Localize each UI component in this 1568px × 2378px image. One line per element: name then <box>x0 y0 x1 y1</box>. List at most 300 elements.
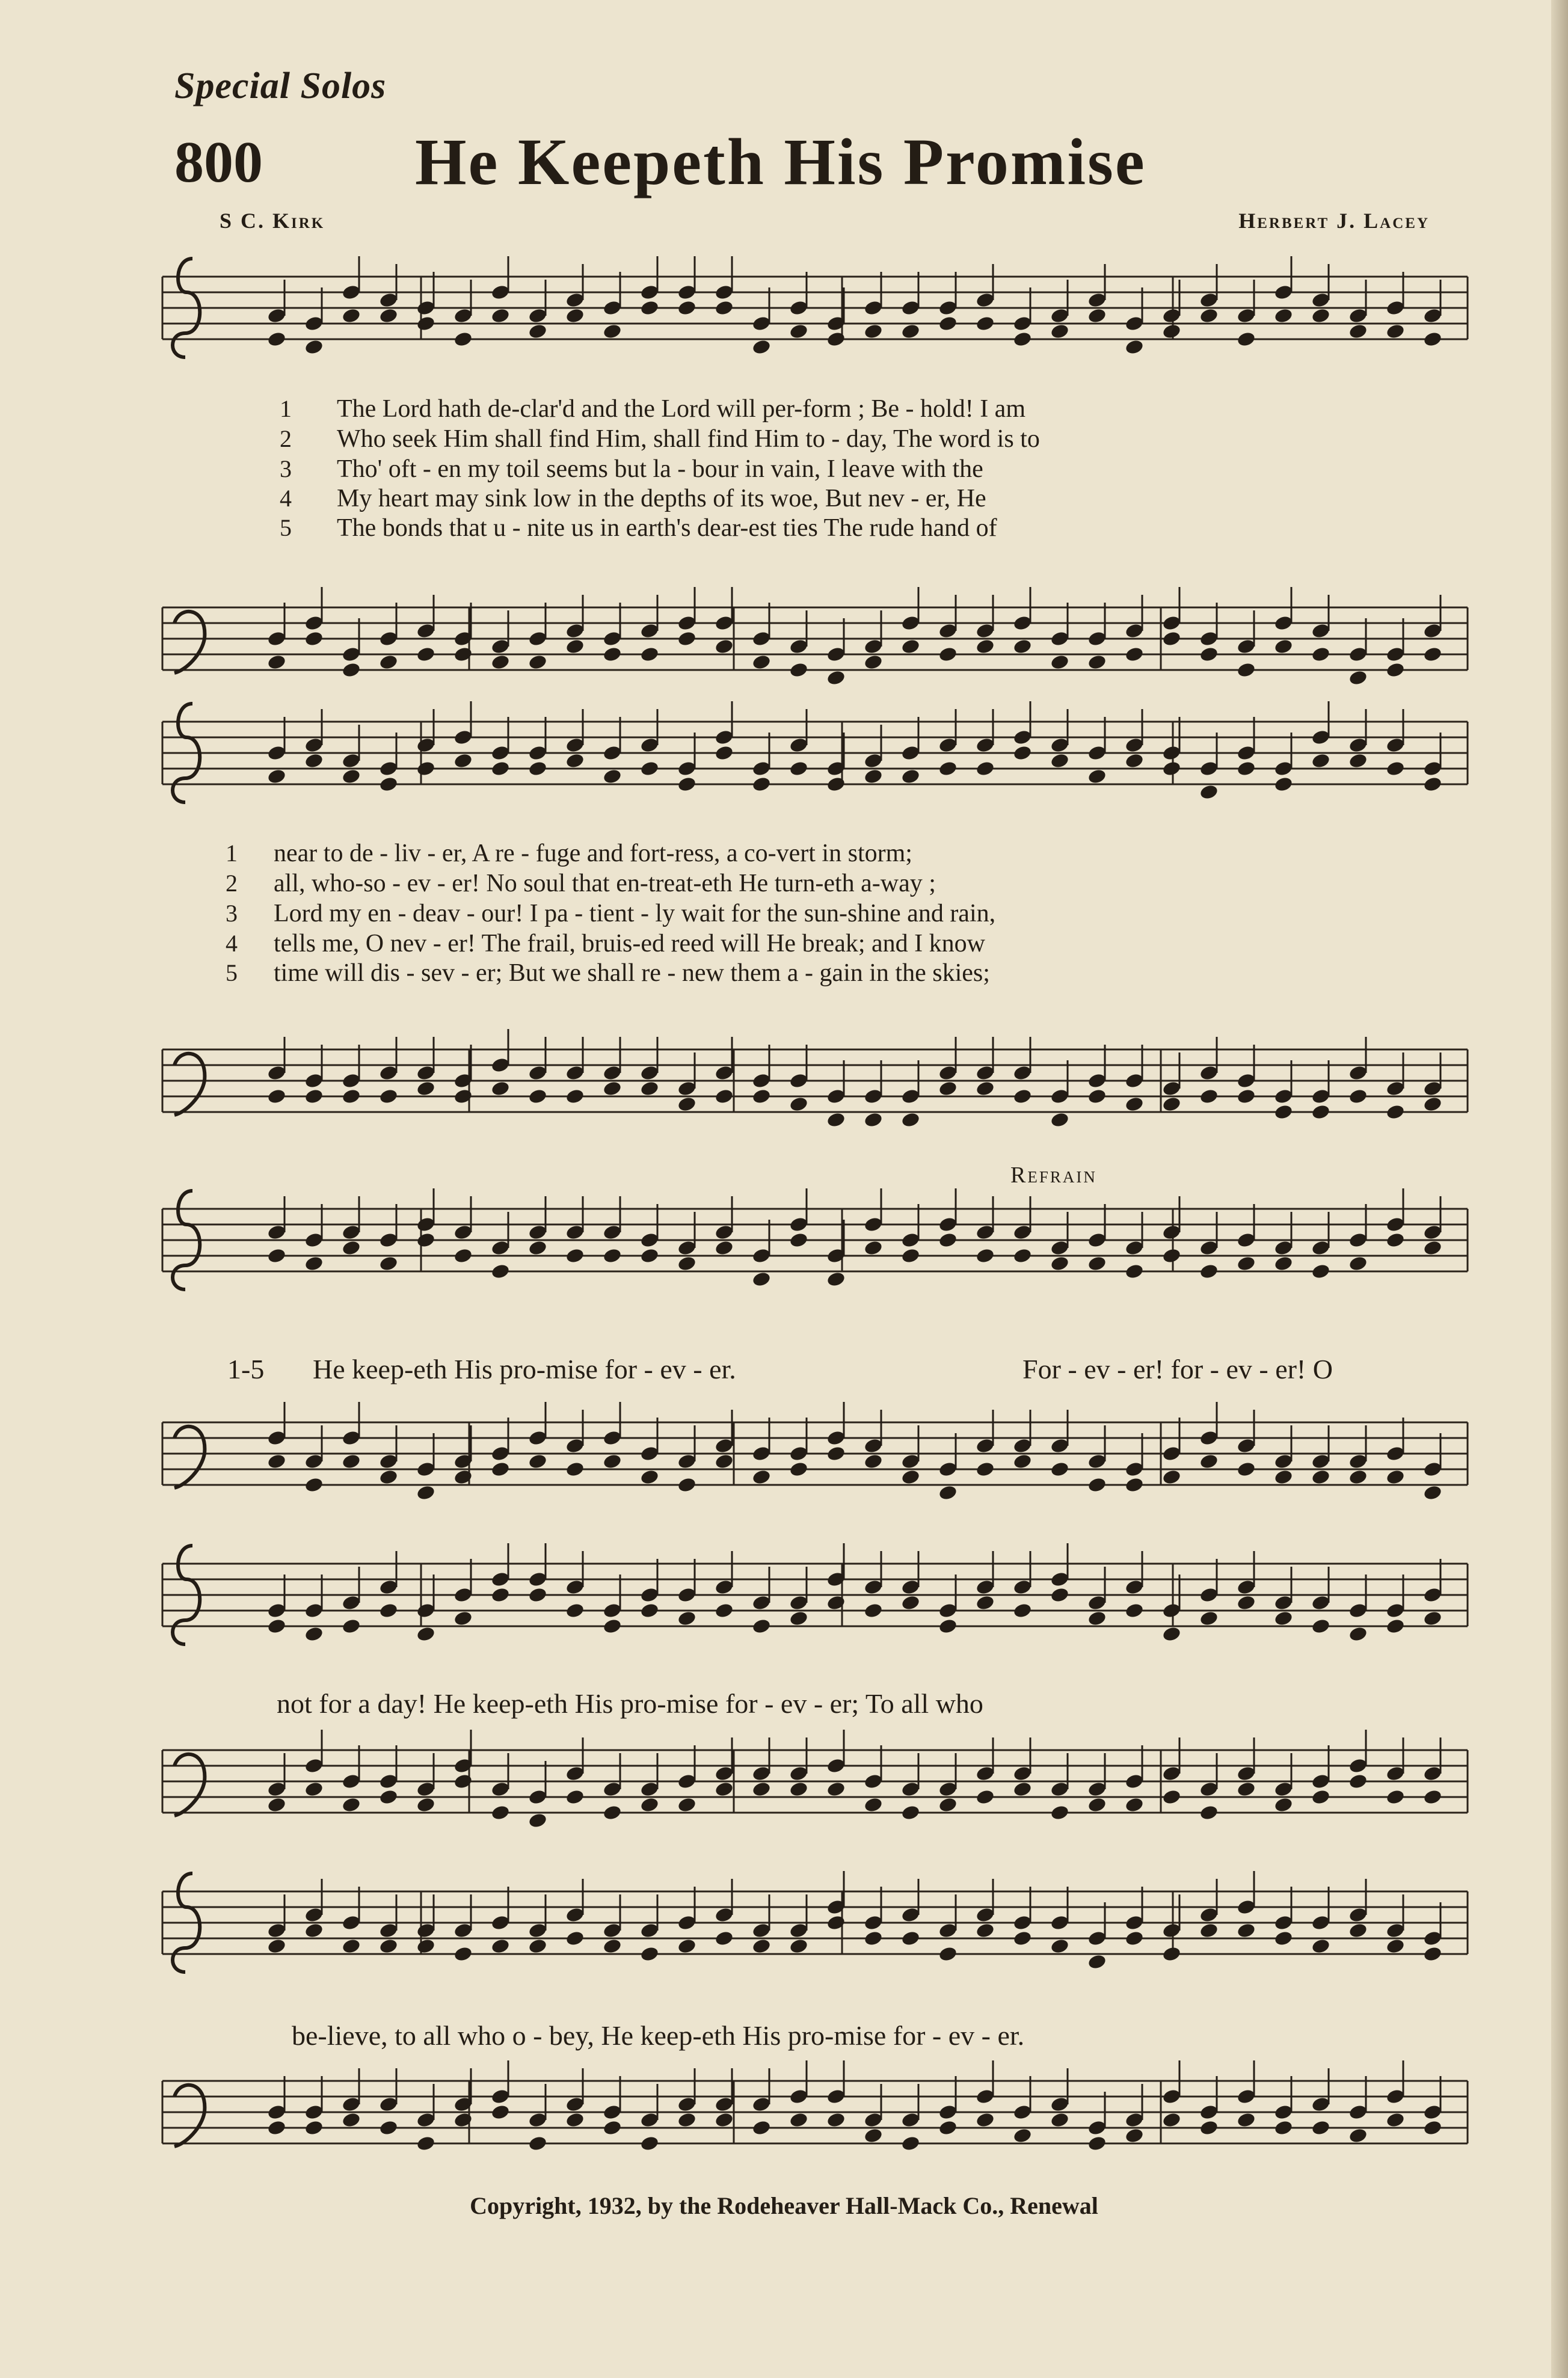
note-head <box>1012 638 1032 655</box>
note-head <box>1199 1088 1219 1105</box>
bass-clef-icon <box>174 1754 204 1816</box>
note-head <box>1199 2119 1219 2136</box>
note-head <box>490 1461 510 1478</box>
note-head <box>416 315 435 332</box>
bass-clef-icon <box>174 1427 204 1488</box>
note-head <box>1273 1104 1293 1120</box>
note-head <box>975 1080 995 1097</box>
note-head <box>639 1946 659 1962</box>
note-head <box>975 1461 995 1478</box>
note-head <box>1311 2119 1330 2136</box>
note-head <box>602 768 622 785</box>
note-head <box>1236 2112 1256 2128</box>
note-head <box>975 2112 995 2128</box>
note-head <box>527 1453 547 1470</box>
note-head <box>789 2112 808 2128</box>
note-head <box>677 1610 696 1627</box>
copyright-notice: Copyright, 1932, by the Rodeheaver Hall-Mack Co., Renewal <box>470 2192 1098 2219</box>
note-head <box>378 1255 398 1272</box>
note-head <box>1124 1796 1144 1813</box>
note-head <box>1311 1104 1330 1120</box>
note-head <box>751 1938 771 1955</box>
note-head <box>863 768 883 785</box>
note-head <box>1385 1232 1405 1249</box>
note-head <box>714 638 734 655</box>
note-head <box>1012 1088 1032 1105</box>
note-head <box>826 1914 846 1931</box>
verse-lyric: Lord my en - deav - our! I pa - tient - ly wait for the sun-shine and rain, <box>274 900 996 927</box>
note-head <box>1236 1922 1256 1939</box>
note-head <box>639 1469 659 1485</box>
note-head <box>1348 1773 1368 1790</box>
note-head <box>714 1240 734 1256</box>
note-head <box>751 776 771 793</box>
note-head <box>826 1111 846 1128</box>
note-head <box>1385 662 1405 678</box>
note-head <box>677 1476 696 1493</box>
note-head <box>527 1088 547 1105</box>
note-head <box>266 1938 286 1955</box>
note-head <box>341 1453 361 1470</box>
note-head <box>789 1938 808 1955</box>
note-head <box>1012 1781 1032 1798</box>
note-head <box>453 1610 473 1627</box>
note-head <box>1087 1476 1107 1493</box>
note-head <box>416 1232 435 1249</box>
note-head <box>789 323 808 340</box>
note-head <box>1348 323 1368 340</box>
note-head <box>1385 760 1405 777</box>
note-head <box>527 654 547 671</box>
refrain-label: Refrain <box>1010 1163 1097 1188</box>
note-head <box>1012 1453 1032 1470</box>
note-head <box>1124 339 1144 355</box>
note-head <box>1422 1484 1442 1501</box>
note-head <box>789 1781 808 1798</box>
note-head <box>900 768 920 785</box>
note-head <box>416 1938 435 1955</box>
note-head <box>1236 1255 1256 1272</box>
note-head <box>565 752 585 769</box>
note-head <box>1087 1088 1107 1105</box>
note-head <box>938 1796 958 1813</box>
note-head <box>677 2112 696 2128</box>
note-head <box>975 1247 995 1264</box>
note-head <box>1385 1618 1405 1635</box>
note-head <box>1311 1263 1330 1280</box>
note-head <box>341 662 361 678</box>
note-head <box>1273 2119 1293 2136</box>
note-head <box>1236 760 1256 777</box>
note-head <box>1422 1096 1442 1113</box>
note-head <box>453 331 473 348</box>
note-head <box>751 1618 771 1635</box>
note-head <box>602 2119 622 2136</box>
note-head <box>1273 1930 1293 1947</box>
note-head <box>565 1247 585 1264</box>
note-head <box>1050 1804 1069 1821</box>
note-head <box>602 1080 622 1097</box>
note-head <box>490 1938 510 1955</box>
note-head <box>677 1255 696 1272</box>
note-head <box>1236 1461 1256 1478</box>
note-head <box>714 1930 734 1947</box>
note-head <box>1348 2127 1368 2144</box>
note-head <box>1273 1610 1293 1627</box>
note-head <box>1311 1618 1330 1635</box>
verse-number: 2 <box>280 425 292 452</box>
refrain-lyric-line-1a: He keep-eth His pro-mise for - ev - er. <box>313 1354 736 1384</box>
note-head <box>751 1088 771 1105</box>
note-head <box>900 638 920 655</box>
note-head <box>416 1626 435 1642</box>
note-head <box>1385 2112 1405 2128</box>
note-head <box>1161 760 1181 777</box>
note-head <box>1311 646 1330 663</box>
note-head <box>341 768 361 785</box>
note-head <box>1124 1930 1144 1947</box>
refrain-lyric-line-2: not for a day! He keep-eth His pro-mise for - ev - er; To all who <box>277 1688 983 1719</box>
note-head <box>1236 1594 1256 1611</box>
note-head <box>1311 1789 1330 1805</box>
note-head <box>378 1789 398 1805</box>
note-head <box>863 2127 883 2144</box>
note-head <box>1422 646 1442 663</box>
note-head <box>789 662 808 678</box>
note-head <box>266 654 286 671</box>
note-head <box>266 1247 286 1264</box>
note-head <box>378 307 398 324</box>
verse-number: 5 <box>280 514 292 541</box>
note-head <box>341 1938 361 1955</box>
note-head <box>1236 1781 1256 1798</box>
note-head <box>527 760 547 777</box>
note-head <box>938 1618 958 1635</box>
note-head <box>938 1232 958 1249</box>
note-head <box>565 638 585 655</box>
note-head <box>677 1796 696 1813</box>
note-head <box>304 2119 324 2136</box>
note-head <box>1348 669 1368 686</box>
verse-lyric: The bonds that u - nite us in earth's dear-est ties The rude hand of <box>337 514 997 542</box>
refrain-lyric-line-3: be-lieve, to all who o - bey, He keep-eth His pro-mise for - ev - er. <box>292 2020 1025 2051</box>
note-head <box>565 2112 585 2128</box>
note-head <box>1050 1938 1069 1955</box>
note-head <box>1273 307 1293 324</box>
note-head <box>1422 776 1442 793</box>
note-head <box>677 300 696 316</box>
note-head <box>714 1781 734 1798</box>
note-head <box>975 315 995 332</box>
note-head <box>1422 1946 1442 1962</box>
note-head <box>677 776 696 793</box>
note-head <box>1050 1255 1069 1272</box>
note-head <box>453 1946 473 1962</box>
note-head <box>1087 307 1107 324</box>
note-head <box>677 1938 696 1955</box>
note-head <box>416 2135 435 2152</box>
note-head <box>490 760 510 777</box>
note-head <box>1012 331 1032 348</box>
note-head <box>266 1453 286 1470</box>
note-head <box>453 752 473 769</box>
note-head <box>1385 1789 1405 1805</box>
note-head <box>1161 2112 1181 2128</box>
note-head <box>677 630 696 647</box>
note-head <box>490 1804 510 1821</box>
verse-lyric: near to de - liv - er, A re - fuge and fort-ress, a co-vert in storm; <box>274 840 912 867</box>
note-head <box>751 1469 771 1485</box>
note-head <box>826 2112 846 2128</box>
note-head <box>1348 1088 1368 1105</box>
note-head <box>1348 1469 1368 1485</box>
note-head <box>565 1088 585 1105</box>
note-head <box>1422 1610 1442 1627</box>
note-head <box>416 1796 435 1813</box>
note-head <box>341 1618 361 1635</box>
verse-number: 4 <box>280 485 292 512</box>
note-head <box>378 1602 398 1619</box>
note-head <box>378 2119 398 2136</box>
note-head <box>1422 331 1442 348</box>
note-head <box>938 1484 958 1501</box>
note-head <box>975 638 995 655</box>
note-head <box>1087 768 1107 785</box>
note-head <box>1422 1789 1442 1805</box>
verse-number: 3 <box>280 455 292 482</box>
note-head <box>416 760 435 777</box>
note-head <box>1199 784 1219 800</box>
verse-lyric: all, who-so - ev - er! No soul that en-treat-eth He turn-eth a-way ; <box>274 870 936 897</box>
note-head <box>1422 1240 1442 1256</box>
note-head <box>938 2119 958 2136</box>
note-head <box>453 1247 473 1264</box>
note-head <box>565 1789 585 1805</box>
section-label: Special Solos <box>174 66 387 106</box>
note-head <box>490 1587 510 1603</box>
note-head <box>378 776 398 793</box>
note-head <box>789 1461 808 1478</box>
note-head <box>527 1587 547 1603</box>
note-head <box>639 1796 659 1813</box>
note-head <box>826 1781 846 1798</box>
note-head <box>304 1088 324 1105</box>
note-head <box>453 1773 473 1790</box>
note-head <box>1236 331 1256 348</box>
note-head <box>863 1796 883 1813</box>
note-head <box>304 339 324 355</box>
note-head <box>1050 654 1069 671</box>
note-head <box>1087 1610 1107 1627</box>
note-head <box>1012 1930 1032 1947</box>
bass-clef-icon <box>174 612 204 673</box>
note-head <box>938 760 958 777</box>
note-head <box>1161 1946 1181 1962</box>
note-head <box>1087 1796 1107 1813</box>
note-head <box>565 307 585 324</box>
note-head <box>304 1781 324 1798</box>
note-head <box>1087 2135 1107 2152</box>
note-head <box>378 1469 398 1485</box>
note-head <box>1124 1602 1144 1619</box>
note-head <box>1273 1796 1293 1813</box>
note-head <box>751 1271 771 1288</box>
note-head <box>863 1111 883 1128</box>
note-head <box>714 1453 734 1470</box>
note-head <box>266 1618 286 1635</box>
note-head <box>341 2112 361 2128</box>
note-head <box>490 307 510 324</box>
note-head <box>714 2112 734 2128</box>
note-head <box>1385 1104 1405 1120</box>
note-head <box>863 654 883 671</box>
note-head <box>602 1938 622 1955</box>
note-head <box>1385 1938 1405 1955</box>
note-head <box>416 646 435 663</box>
note-head <box>1348 1626 1368 1642</box>
note-head <box>1236 1088 1256 1105</box>
note-head <box>1124 646 1144 663</box>
verse-number: 3 <box>226 900 238 927</box>
note-head <box>639 1247 659 1264</box>
note-head <box>639 646 659 663</box>
note-head <box>1050 2112 1069 2128</box>
note-head <box>1050 1111 1069 1128</box>
note-head <box>714 745 734 761</box>
note-head <box>714 1088 734 1105</box>
note-head <box>1161 1789 1181 1805</box>
note-head <box>639 300 659 316</box>
refrain-lyric-line-1b: For - ev - er! for - ev - er! O <box>1022 1354 1333 1384</box>
note-head <box>266 768 286 785</box>
note-head <box>304 1922 324 1939</box>
note-head <box>416 1080 435 1097</box>
note-head <box>602 646 622 663</box>
note-head <box>639 1602 659 1619</box>
note-head <box>266 1796 286 1813</box>
note-head <box>1050 752 1069 769</box>
note-head <box>826 331 846 348</box>
note-head <box>938 1946 958 1962</box>
note-head <box>527 323 547 340</box>
note-head <box>1124 2127 1144 2144</box>
verse-lyric: tells me, O nev - er! The frail, bruis-ed reed will He break; and I know <box>274 930 985 957</box>
note-head <box>900 1930 920 1947</box>
note-head <box>863 323 883 340</box>
note-head <box>1199 1804 1219 1821</box>
note-head <box>900 1804 920 1821</box>
note-head <box>304 1476 324 1493</box>
note-head <box>527 1812 547 1829</box>
note-head <box>1161 1626 1181 1642</box>
note-head <box>602 323 622 340</box>
note-head <box>639 2135 659 2152</box>
note-head <box>900 1111 920 1128</box>
note-head <box>527 1240 547 1256</box>
note-head <box>490 1263 510 1280</box>
note-head <box>266 331 286 348</box>
note-head <box>1161 1469 1181 1485</box>
note-head <box>900 1469 920 1485</box>
bass-clef-icon <box>174 1054 204 1115</box>
note-head <box>863 1602 883 1619</box>
verse-number: 1 <box>226 840 238 867</box>
note-head <box>975 1789 995 1805</box>
note-head <box>900 1594 920 1611</box>
note-head <box>826 669 846 686</box>
verse-number: 2 <box>226 870 238 897</box>
lyricist-credit: S C. Kirk <box>220 209 325 233</box>
verse-number: 4 <box>226 930 238 957</box>
note-head <box>789 1232 808 1249</box>
note-head <box>1124 1476 1144 1493</box>
composer-credit: Herbert J. Lacey <box>1238 209 1430 233</box>
note-head <box>1311 1938 1330 1955</box>
note-head <box>1012 1247 1032 1264</box>
verse-lyric: The Lord hath de-clar'd and the Lord will per-form ; Be - hold! I am <box>337 395 1025 423</box>
note-head <box>266 2119 286 2136</box>
note-head <box>304 1626 324 1642</box>
note-head <box>602 1453 622 1470</box>
note-head <box>938 1080 958 1097</box>
note-head <box>1273 776 1293 793</box>
note-head <box>1236 662 1256 678</box>
note-head <box>1199 307 1219 324</box>
note-head <box>1124 752 1144 769</box>
verse-number: 1 <box>280 395 292 422</box>
note-head <box>602 1804 622 1821</box>
note-head <box>490 654 510 671</box>
note-head <box>1087 654 1107 671</box>
hymn-title: He Keepeth His Promise <box>415 125 1146 198</box>
note-head <box>304 752 324 769</box>
note-head <box>1348 752 1368 769</box>
note-head <box>341 1088 361 1105</box>
note-head <box>602 1247 622 1264</box>
note-head <box>863 1453 883 1470</box>
hymn-number: 800 <box>174 130 263 195</box>
note-head <box>863 1240 883 1256</box>
note-head <box>1199 1610 1219 1627</box>
note-head <box>1087 1255 1107 1272</box>
note-head <box>1199 1453 1219 1470</box>
note-head <box>378 654 398 671</box>
verse-number: 5 <box>226 959 238 986</box>
note-head <box>565 1930 585 1947</box>
note-head <box>1161 323 1181 340</box>
verse-lyric: time will dis - sev - er; But we shall re - new them a - gain in the skies; <box>274 959 990 987</box>
note-head <box>1385 323 1405 340</box>
note-head <box>1199 1263 1219 1280</box>
note-head <box>1385 1469 1405 1485</box>
note-head <box>565 1602 585 1619</box>
note-head <box>1124 1263 1144 1280</box>
note-head <box>1348 1255 1368 1272</box>
note-head <box>453 1088 473 1105</box>
verse-lyric: Tho' oft - en my toil seems but la - bour in vain, I leave with the <box>337 455 983 483</box>
note-head <box>1012 1602 1032 1619</box>
note-head <box>602 1618 622 1635</box>
note-head <box>1050 1587 1069 1603</box>
note-head <box>378 1088 398 1105</box>
note-head <box>789 1610 808 1627</box>
note-head <box>938 646 958 663</box>
note-head <box>714 300 734 316</box>
note-head <box>341 1240 361 1256</box>
note-head <box>1199 646 1219 663</box>
note-head <box>677 1096 696 1113</box>
note-head <box>1311 307 1330 324</box>
